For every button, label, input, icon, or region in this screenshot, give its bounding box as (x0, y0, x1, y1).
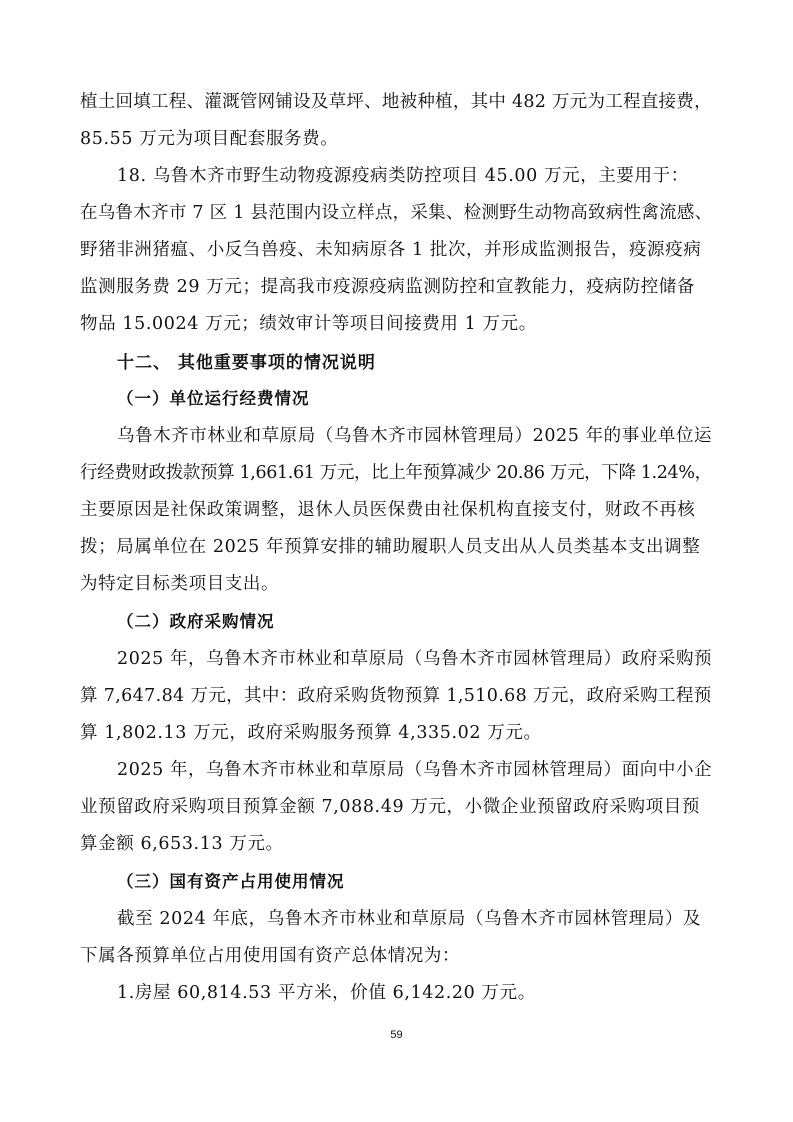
project-item-18: 18. 乌鲁木齐市野生动物疫源疫病类防控项目 45.00 万元，主要用于： (117, 166, 689, 186)
body-text-line: 截至 2024 年底，乌鲁木齐市林业和草原局（乌鲁木齐市园林管理局）及 (117, 909, 702, 929)
body-text-line: 监测服务费 29 万元；提高我市疫源疫病监测防控和宣教能力，疫病防控储备 (80, 277, 695, 297)
body-text-line: 在乌鲁木齐市 7 区 1 县范围内设立样点，采集、检测野生动物高致病性禽流感、 (80, 203, 713, 223)
body-text-line: 主要原因是社保政策调整，退休人员医保费由社保机构直接支付，财政不再核 (80, 500, 696, 520)
body-text-line: 1.房屋 60,814.53 平方米，价值 6,142.20 万元。 (117, 983, 536, 1003)
subsection-heading-1: （一）单位运行经费情况 (117, 389, 310, 408)
body-text-line: 野猪非洲猪瘟、小反刍兽疫、未知病原各 1 批次，并形成监测报告，疫源疫病 (80, 240, 702, 260)
body-text-line: 85.55 万元为项目配套服务费。 (80, 129, 339, 149)
body-text-line: 算金额 6,653.13 万元。 (80, 834, 284, 854)
body-text-line: 2025 年，乌鲁木齐市林业和草原局（乌鲁木齐市园林管理局）面向中小企 (117, 760, 713, 780)
section-heading-12: 十二、 其他重要事项的情况说明 (117, 353, 376, 373)
body-text-line: 下属各预算单位占用使用国有资产总体情况为： (80, 946, 461, 966)
body-text-line: 算 1,802.13 万元，政府采购服务预算 4,335.02 万元。 (80, 723, 542, 743)
body-text-line: 2025 年，乌鲁木齐市林业和草原局（乌鲁木齐市园林管理局）政府采购预 (117, 649, 713, 669)
body-text-line: 为特定目标类项目支出。 (80, 574, 280, 594)
body-text-line: 植土回填工程、灌溉管网铺设及草坪、地被种植，其中 482 万元为工程直接费， (80, 92, 712, 112)
page-number: 59 (390, 1029, 403, 1041)
body-text-line: 行经费财政拨款预算 1,661.61 万元，比上年预算减少 20.86 万元，下降 1.24%， (80, 463, 712, 483)
body-text-line: 业预留政府采购项目预算金额 7,088.49 万元，小微企业预留政府采购项目预 (80, 797, 700, 817)
body-text-line: 算 7,647.84 万元，其中：政府采购货物预算 1,510.68 万元，政府采购工程预 (80, 686, 712, 706)
subsection-heading-2: （二）政府采购情况 (117, 612, 275, 631)
body-text-line: 乌鲁木齐市林业和草原局（乌鲁木齐市园林管理局）2025 年的事业单位运 (117, 426, 713, 446)
body-text-line: 拨；局属单位在 2025 年预算安排的辅助履职人员支出从人员类基本支出调整 (80, 537, 701, 557)
body-text-line: 物品 15.0024 万元；绩效审计等项目间接费用 1 万元。 (80, 314, 537, 334)
subsection-heading-3: （三）国有资产占用使用情况 (117, 872, 345, 891)
